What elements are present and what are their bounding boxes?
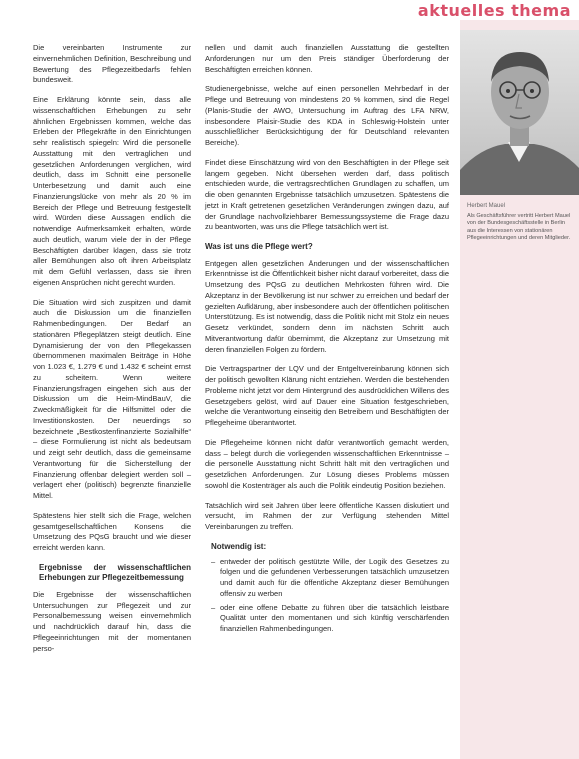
paragraph: nellen und damit auch finanziellen Ausstattung die gestellten Anforderungen nur um den Preis ständiger Überforderung der Beschäftigten erreichen können. [205,43,449,74]
paragraph: Die Pflegeheime können nicht dafür verantwortlich gemacht werden, dass – belegt durch die vorliegenden wissenschaftlichen Erkenntnisse – die personelle Ausstattung nicht Schritt hält mit den vertraglichen und gesetzlichen Anforderungen. Zur Lösung dieses Problems müssen sowohl die Kostenträger als auch die Politik eindeutig Position beziehen. [205,437,449,490]
paragraph: Spätestens hier stellt sich die Frage, welchen gesamtgesellschaftlichen Konsens die Umsetzung des PQsG braucht und wie dieser erreicht werden kann. [33,510,191,552]
needs-list [211,557,449,635]
caption-text: Als Geschäftsführer vertritt Herbert Mauel von der Bundesgeschäftsstelle in Berlin aus die Interessen von stationären Pflegeeinrichtungen und deren Mitglieder. [467,212,571,242]
paragraph: Die Situation wird sich zuspitzen und damit auch die Diskussion um die finanziellen Rahmenbedingungen. Der Bedarf an stationären Pflegeplätzen steigt deutlich. Eine Dynamisierung der von den Pflegekassen übernommenen maximalen Beiträge in Höhe von 1.023 €, 1.279 € und 1.432 € scheint ernst zu scheitern. Wenn weitere Finanzierungsfragen eingehen sich aus der Diskussion um die Heim-MindBauV, die Zweckmäßigkeit für die Hilfsmittel oder die Investitionskosten. Der neuerdings so bezeichnete „Bestkostenfinanzierte Sozialhilfe“ – diese Formulierung ist nicht als bedeutsam und zeigt sehr deutlich, dass die gemeinsame Verantwortung für die Sicherstellung der Finanzierung offenbar delegiert werden soll – verlagert eher (politisch) begrenzte finanzielle Mittel. [33,297,191,500]
section-title: aktuelles thema [417,1,571,20]
paragraph: Tatsächlich wird seit Jahren über leere öffentliche Kassen diskutiert und versucht, im Rahmen der zur Verfügung stehenden Mittel Vereinbarungen zu treffen. [205,500,449,531]
paragraph: Die Ergebnisse der wissenschaftlichen Untersuchungen zur Pflegezeit und zur Personalbemessung weisen einvernehmlich und nachdrücklich darauf hin, dass die Pflegeeinrichtungen mit der momentanen perso- [33,589,191,653]
paragraph: Entgegen allen gesetzlichen Änderungen und der wissenschaftlichen Erkenntnisse ist die Öffentlichkeit bisher nicht darauf vorbereitet, dass die Umsetzung des PQsG zu deutlichen Mehrkosten führen wird. Die Akzeptanz in der Bevölkerung ist nur schwer zu erreichen und bedarf der gezielten Aufklärung, aber insbesondere auch der öffentlichen politischen Unterstützung. Es ist notwendig, dass die Politik nicht mit Stolz ein neues Gesetz verkündet, sondern denn im nächsten Schritt auch Mitverantwortung dafür übernimmt, die Akzeptanz zur Umsetzung mit deren finanziellen Folgen zu fördern. [205,258,449,354]
paragraph: Die vereinbarten Instrumente zur einvernehmlichen Definition, Beschreibung und Bewertung des Pflegezeitbedarfs fehlen bundesweit. [33,43,191,85]
caption-name: Herbert Mauel [467,203,506,209]
section-heading: Ergebnisse der wissenschaftlichen Erhebungen zur Pflegezeitbemessung [39,562,191,583]
paragraph: Findet diese Einschätzung wird von den Beschäftigten in der Pflege seit langem gegeben. Nicht übersehen werden darf, dass politisch entschieden wurde, die vertragsrechtlichen Grundlagen zu schaffen, um die oben genannten Ergebnisse tatsächlich umzusetzen. Spätestens die jetzt in Kraft getretenen gesetzlichen Veränderungen zwingen dazu, auf der Grundlage nachvollziehbarer Bemessungssysteme die Frage dazu zu beantworten, was uns die Pflege tatsächlich wert ist. [205,157,449,232]
middle-column [205,43,449,638]
paragraph: Eine Erklärung könnte sein, dass alle wissenschaftlichen Erhebungen zu sehr ähnlichen Ergebnissen kommen, welche das Erleben der Pflegekräfte in den Einrichtungen sehr realistisch spiegeln: Wird die personelle Ausstattung mit den vertraglichen und gesetzlichen Anforderungen verglichen, wird deutlich, dass im Schnitt eine personelle Unterbesetzung und damit auch eine Finanzierungslücke von mehr als 20 % im Bereich der Pflege und Betreuung festgestellt wird. Würden diese Aussagen endlich die notwendige Aufmerksamkeit erhalten, würde auch deutlich, warum viele der in der Pflege Beschäftigten darüber klagen, dass sie trotz aller Bemühungen also oft ihren Arbeitsplatz mit dem Gefühl verlassen, dass sie ihren eigenen Ansprüchen nicht gerecht wurden. [33,95,191,287]
photo-caption [467,203,573,243]
needs-heading: Notwendig ist: [211,541,267,551]
left-column [33,43,191,663]
paragraph: Die Vertragspartner der LQV und der Entgeltvereinbarung können sich der politisch gewollten Klärung nicht entziehen. Werden die bestehenden Probleme nicht jetzt vor dem Hintergrund des ausdrücklichen Willens des Gesetzgebers gelöst, wird auf Dauer eine Situation festgeschrieben, welche die Verantwortung einseitig den Betreibern und Beschäftigten der Pflegeheime überantwortet. [205,364,449,427]
paragraph: Studienergebnisse, welche auf einen personellen Mehrbedarf in der Pflege und Betreuung von mindestens 20 % kommen, sind die Regel (Planis-Studie der AWO, Untersuchung im Auftrag des LFA NRW, insbesondere Plaisir-Studie des KDA in Schleswig-Holstein unter ausschließlicher Berücksichtigung der für Deutschland relevanten Bereiche). [205,84,449,147]
author-photo [460,30,579,195]
section-heading: Was ist uns die Pflege wert? [205,242,313,251]
list-item: – oder eine offene Debatte zu führen über die tatsächlich leistbare Qualität unter den momentanen und sich künftig verschärfenden finanziellen Rahmenbedingungen. [211,603,449,635]
list-item: – entweder der politisch gestützte Wille, der Logik des Gesetzes zu folgen und die gefundenen Verbesserungen tatsächlich umzusetzen und damit auch für die öffentliche Akzeptanz dieser Bemühungen offensiv zu werben [211,557,449,600]
